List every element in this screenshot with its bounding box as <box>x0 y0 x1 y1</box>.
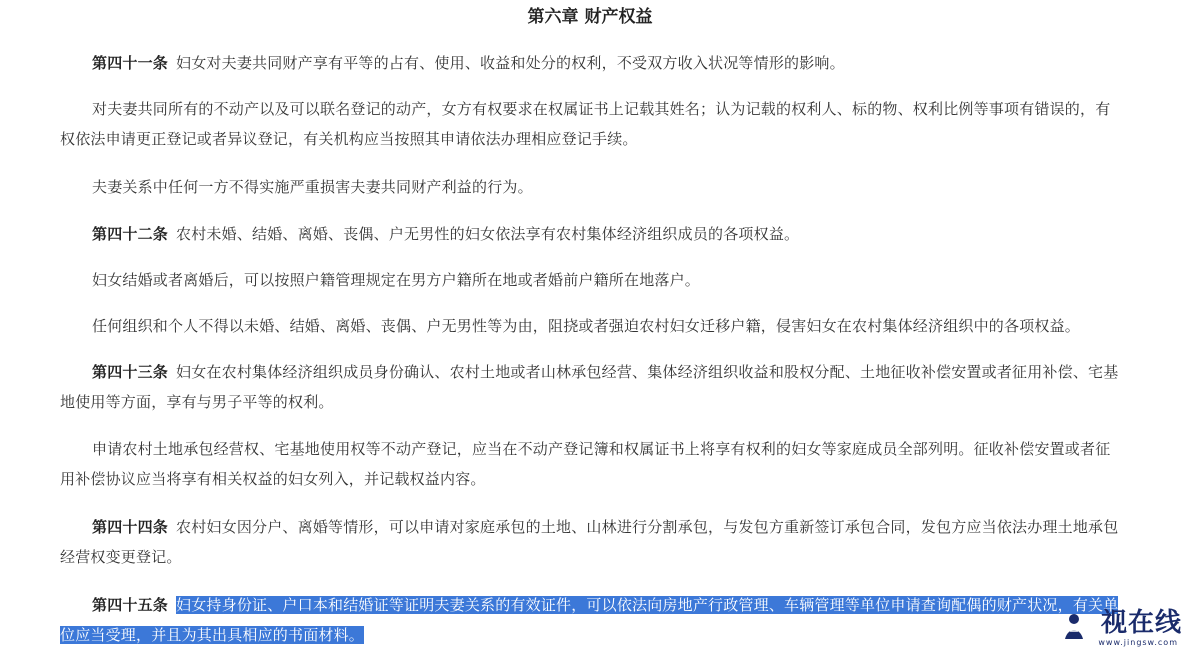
chapter-title: 第六章 财产权益 <box>527 7 653 27</box>
paragraph-41-3 <box>60 172 1125 202</box>
paragraph-text: 妇女结婚或者离婚后，可以按照户籍管理规定在男方户籍所在地或者婚前户籍所在地落户。 <box>92 271 701 289</box>
paragraph-article-41 <box>60 48 1125 78</box>
paragraph-article-43 <box>60 357 1125 417</box>
article-text: 农村妇女因分户、离婚等情形，可以申请对家庭承包的土地、山林进行分割承包，与发包方重新签订承包合同，发包方应当依法办理土地承包经营权变更登记。 <box>60 518 1119 566</box>
logo-mark-icon <box>1062 611 1086 641</box>
paragraph-article-45 <box>60 590 1125 650</box>
paragraph-42-3 <box>60 311 1125 341</box>
article-number: 第四十一条 <box>92 54 169 72</box>
logo-text: 视在线 <box>1100 608 1182 638</box>
article-text: 农村未婚、结婚、离婚、丧偶、户无男性的妇女依法享有农村集体经济组织成员的各项权益。 <box>176 225 800 243</box>
paragraph-text: 夫妻关系中任何一方不得实施严重损害夫妻共同财产利益的行为。 <box>92 178 533 196</box>
article-number: 第四十三条 <box>92 363 169 381</box>
logo-url: www.jingsw.com <box>1098 638 1178 647</box>
paragraph-text: 任何组织和个人不得以未婚、结婚、离婚、丧偶、户无男性等为由，阻挠或者强迫农村妇女迁移户籍，侵害妇女在农村集体经济组织中的各项权益。 <box>92 317 1081 335</box>
article-number: 第四十五条 <box>92 596 169 614</box>
selected-text[interactable]: 妇女持身份证、户口本和结婚证等证明夫妻关系的有效证件，可以依法向房地产行政管理、车辆管理等单位申请查询配偶的财产状况，有关单位应当受理，并且为其出具相应的书面材料。 <box>60 596 1119 644</box>
article-text: 妇女对夫妻共同财产享有平等的占有、使用、收益和处分的权利，不受双方收入状况等情形的影响。 <box>176 54 845 72</box>
site-logo <box>1062 607 1182 653</box>
paragraph-41-2 <box>60 94 1125 154</box>
paragraph-article-42 <box>60 219 1125 249</box>
paragraph-text: 申请农村土地承包经营权、宅基地使用权等不动产登记，应当在不动产登记簿和权属证书上将享有权利的妇女等家庭成员全部列明。征收补偿安置或者征用补偿协议应当将享有相关权益的妇女列入，并记载权益内容。 <box>60 440 1111 488</box>
article-number: 第四十四条 <box>92 518 169 536</box>
article-text: 妇女在农村集体经济组织成员身份确认、农村土地或者山林承包经营、集体经济组织收益和股权分配、土地征收补偿安置或者征用补偿、宅基地使用等方面，享有与男子平等的权利。 <box>60 363 1119 411</box>
paragraph-42-2 <box>60 265 1125 295</box>
article-number: 第四十二条 <box>92 225 169 243</box>
paragraph-43-2 <box>60 434 1125 494</box>
paragraph-text: 对夫妻共同所有的不动产以及可以联名登记的动产，女方有权要求在权属证书上记载其姓名；认为记载的权利人、标的物、权利比例等事项有错误的，有权依法申请更正登记或者异议登记，有关机构应当按照其申请依法办理相应登记手续。 <box>60 100 1111 148</box>
paragraph-article-44 <box>60 512 1125 572</box>
